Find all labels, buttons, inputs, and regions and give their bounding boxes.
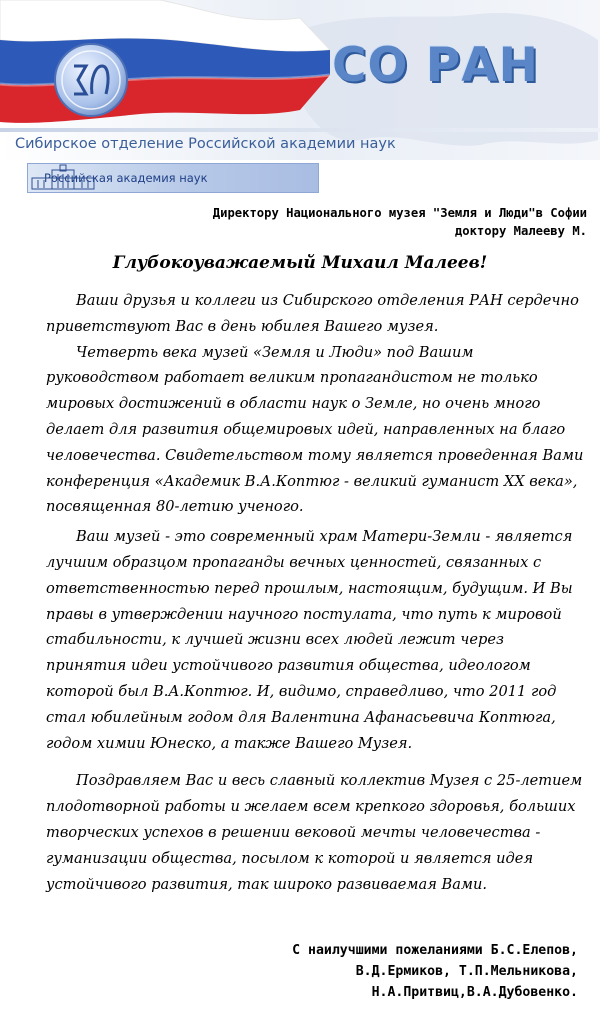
addressee-line: Директору Национального музея "Земля и Люди"в Софии — [212, 206, 587, 220]
signature-line: В.Д.Ермиков, Т.П.Мельникова, — [355, 964, 578, 979]
paragraph: Ваши друзья и коллеги из Сибирского отделения РАН сердечно приветствуют Вас в день юбилея Вашего музея. — [46, 292, 579, 335]
paragraph: Поздравляем Вас и весь славный коллектив Музея с 25-летием плодотворной работы и желаем всем крепкого здоровья, больших творческих успехов в решении вековой мечты человечества - гуманизации общества, посылом к которой и является идея устойчивого развития, так широко развиваемая Вами. — [46, 772, 583, 893]
academy-label: Российская академия наук — [44, 171, 208, 185]
letterhead — [0, 0, 600, 200]
branch-name: Сибирское отделение Российской академии наук — [15, 136, 396, 152]
academy-building-icon — [28, 164, 98, 190]
paragraph: Четверть века музей «Земля и Люди» под Вашим руководством работает великим пропагандистом не только мировых достижений в области наук о Земле, но очень много делает для развития общемировых идей, направленных на благо человечества. Свидетельством тому является проведенная Вами конференция «Академик В.А.Коптюг - великий гуманист XX века», посвященная 80-летию ученого. — [46, 343, 584, 516]
letter-body — [46, 288, 586, 897]
signature-block — [292, 940, 578, 1003]
signature-line: Н.А.Притвиц,В.А.Дубовенко. — [371, 985, 578, 1000]
logo-title: СО РАН — [332, 38, 539, 93]
salutation: Глубокоуважаемый Михаил Малеев! — [112, 253, 488, 273]
academy-banner — [27, 163, 319, 193]
signature-line: С наилучшими пожеланиями Б.С.Елепов, — [292, 943, 578, 958]
addressee-block — [213, 204, 587, 240]
addressee-line: доктору Малееву М. — [454, 224, 587, 238]
paragraph: Ваш музей - это современный храм Матери-Земли - является лучшим образцом пропаганды вечных ценностей, связанных с ответственностью перед прошлым, настоящим, будущим. И Вы правы в утверждении научного постулата, что путь к мировой стабильности, к лучшей жизни всех людей лежит через принятия идеи устойчивого развития общества, идеологом которой был В.А.Коптюг. И, видимо, справедливо, что 2011 год стал юбилейным годом для Валентина Афанасьевича Коптюга, годом химии Юнеско, а также Вашего Музея. — [46, 528, 573, 752]
